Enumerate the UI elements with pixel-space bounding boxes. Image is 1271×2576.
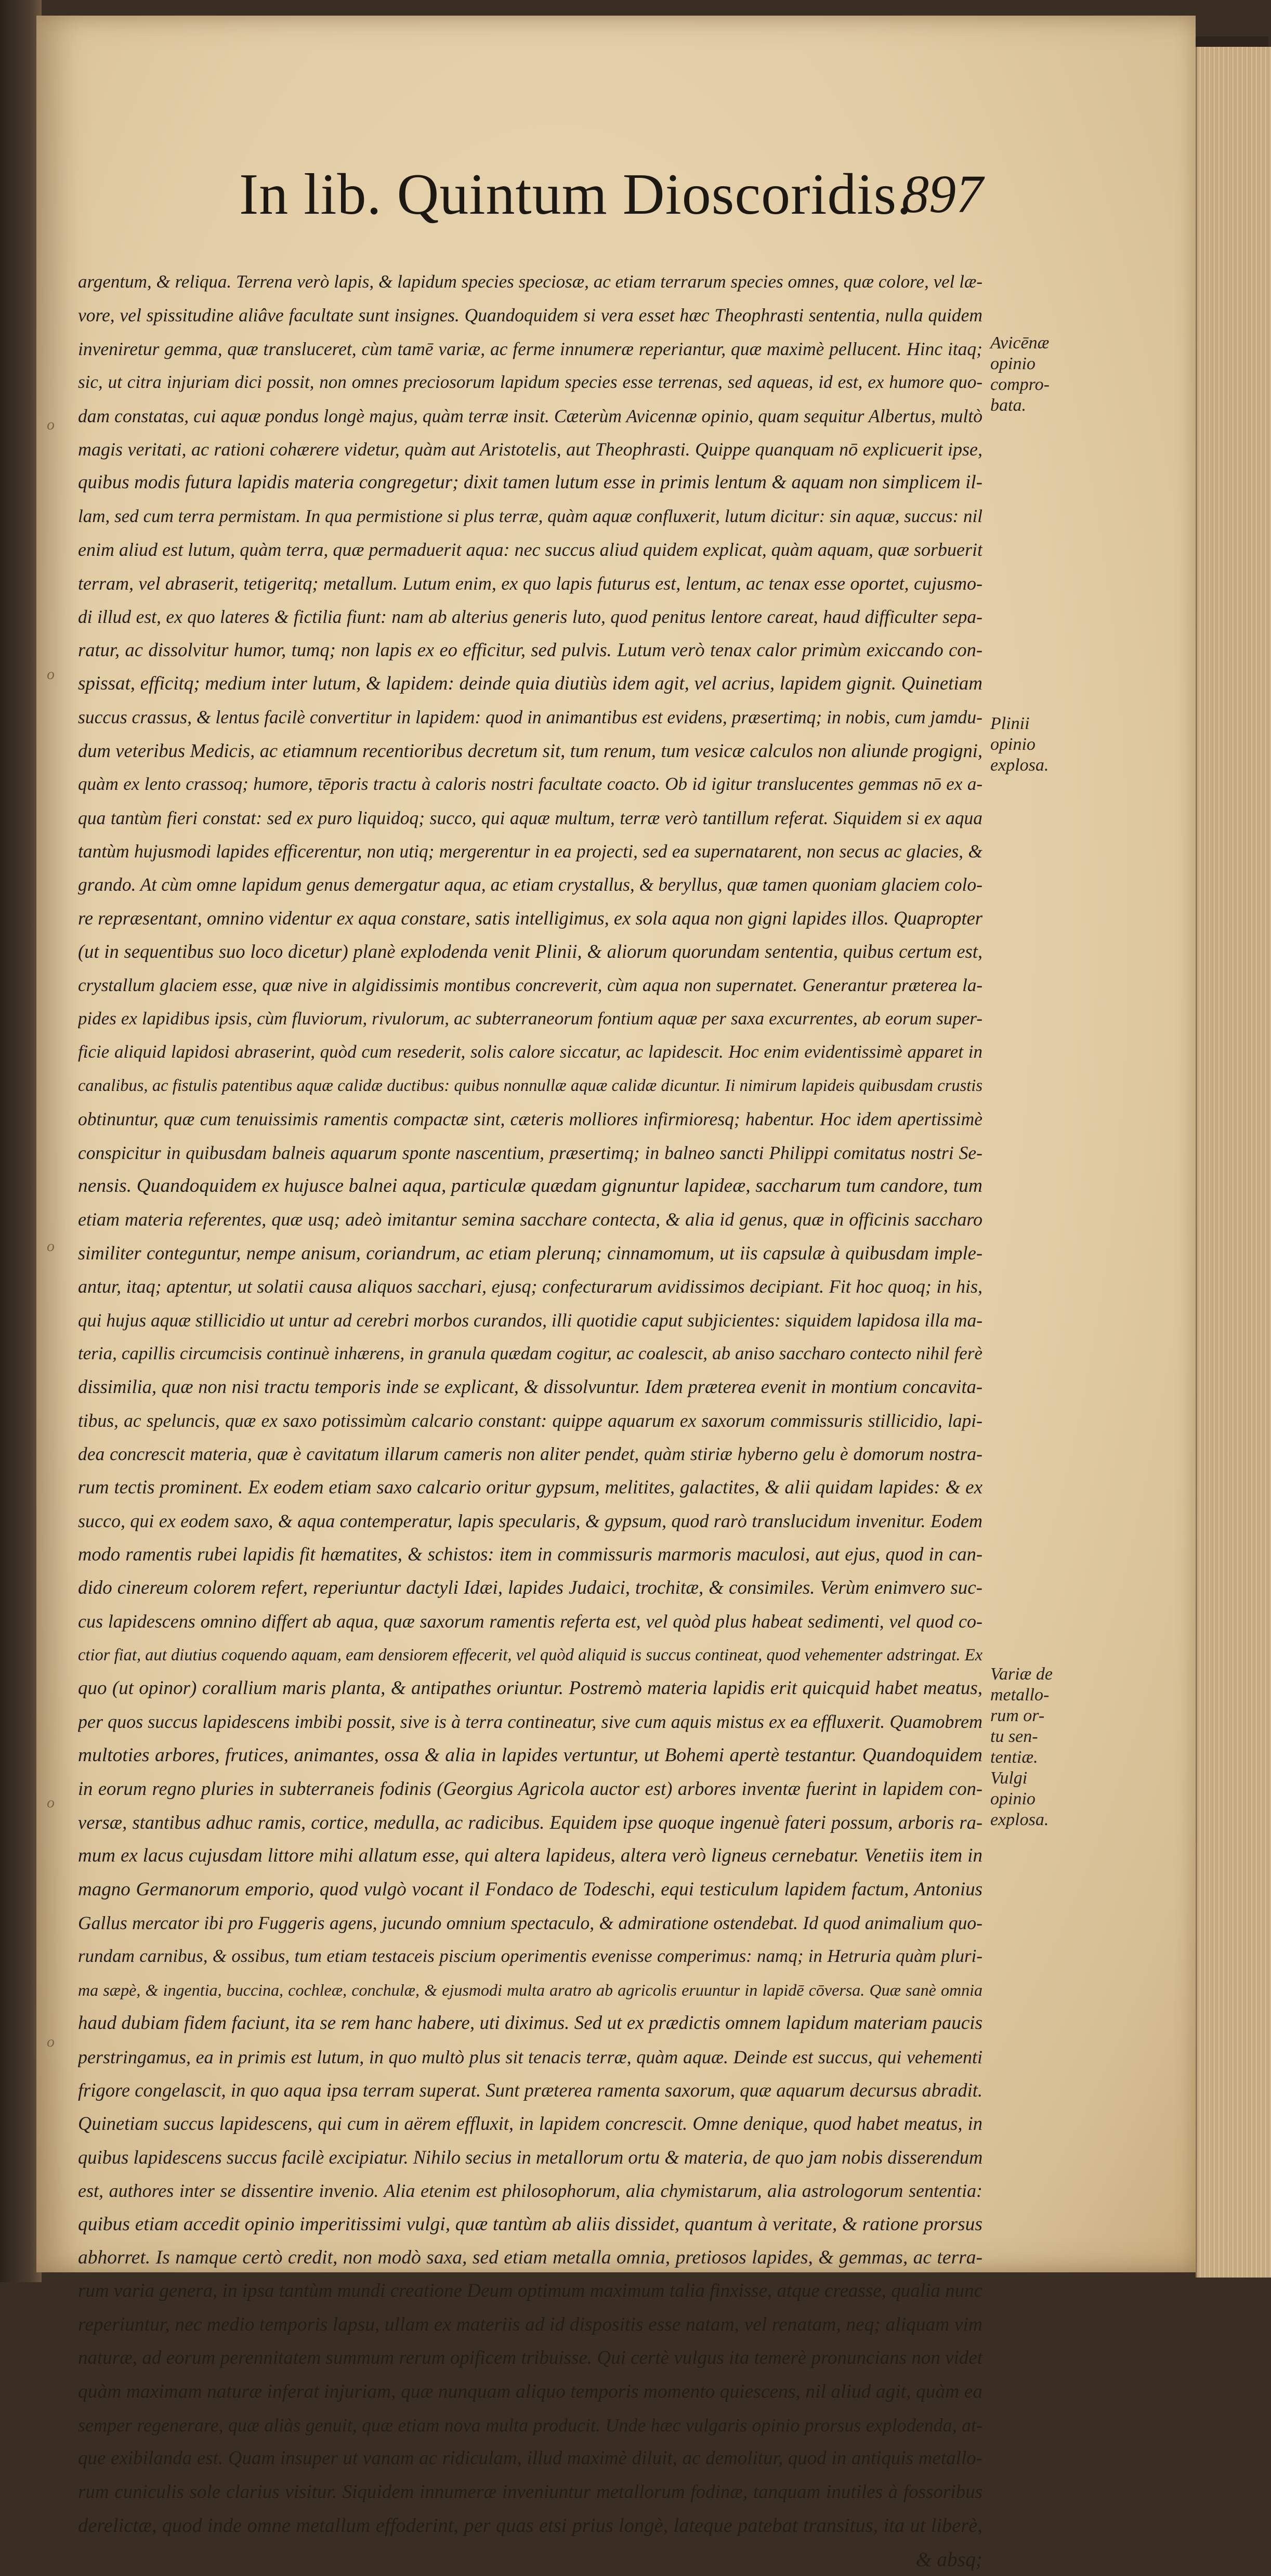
page-number: 897 — [902, 164, 983, 224]
text-line: reperiuntur, nec medio temporis lapsu, ullam ex materiis ad id dispositis esse natam, vel renatam, neq; aliquam vim — [78, 2313, 982, 2335]
book-gutter-shadow — [0, 0, 42, 2282]
side-note-line: metallo- — [990, 1685, 1050, 1705]
text-line: qua tantùm fieri constat: sed ex puro liquidoq; succo, qui aquæ multum, terræ verò tantillum referat. Siquidem si ex aqua — [78, 807, 982, 828]
text-line: Gallus mercator ibi pro Fuggeris agens, jucundo omnium spectaculo, & admiratione ostendebat. Id quod animalium quo- — [78, 1912, 982, 1933]
text-line: etiam materia referentes, quæ usq; adeò imitantur semina sacchare contecta, & alia id genus, quæ in officinis saccharo — [78, 1209, 982, 1230]
side-note-line: tu sen- — [990, 1727, 1038, 1746]
side-note-line: Variæ de — [990, 1664, 1053, 1684]
side-note-plinii — [990, 713, 1049, 776]
text-line: modo ramentis rubei lapidis fit hæmatites, & schistos: item in commissuris marmoris maculosi, aut ejus, quod in can- — [78, 1543, 982, 1565]
margin-mark: o — [47, 416, 55, 433]
side-note-line: Vulgi — [990, 1768, 1028, 1788]
text-line: canalibus, ac fistulis patentibus aquæ calidæ ductibus: quibus nonnullæ aquæ calidæ dicuntur. Ii nimirum lapideis quibusdam crustis — [78, 1076, 982, 1095]
text-line: qui hujus aquæ stillicidio ut untur ad cerebri morbos curandos, illi quotidie caput subjicientes: siquidem lapidosa illa ma- — [78, 1309, 982, 1331]
margin-mark: o — [47, 2033, 55, 2050]
text-line: vore, vel spissitudine aliâve facultate sunt insignes. Quandoquidem si vera esset hæc Theophrasti sententia, nulla quidem — [78, 305, 982, 326]
side-note-line: compro- — [990, 375, 1050, 394]
text-line: frigore congelascit, in quo aqua ipsa terram superat. Sunt præterea ramenta saxorum, quæ aquarum decursus abradit. — [78, 2079, 982, 2101]
text-line: grando. At cùm omne lapidum genus demergatur aqua, ac etiam crystallus, & beryllus, quæ tamen quoniam glaciem colo- — [78, 874, 982, 895]
text-line: haud dubiam fidem faciunt, ita se rem hanc habere, uti diximus. Sed ut ex prædictis omnem lapidum materiam paucis — [78, 2012, 982, 2034]
text-line: quo (ut opinor) corallium maris planta, & antipathes oriuntur. Postremò materia lapidis erit quicquid habet meatus, — [78, 1677, 982, 1699]
side-note-line: opinio — [990, 735, 1036, 754]
text-line: derelictæ, quod inde omne metallum effoderint, per quas etsi prius longè, lateque patebat transitus, ita ut liberè, — [78, 2515, 982, 2537]
text-line: di illud est, ex quo lateres & fictilia fiunt: nam ab alterius generis luto, quod penitus lentore careat, haud difficulter sepa- — [78, 606, 982, 628]
text-line: inveniretur gemma, quæ transluceret, cùm tamē variæ, ac ferme innumeræ reperiantur, quæ maximè pellucent. Hinc itaq; — [78, 338, 982, 359]
side-note-avicenna — [990, 333, 1050, 416]
text-line: antur, itaq; aptentur, ut solatii causa aliquos sacchari, ejusq; confecturarum avidissimos decipiant. Fit hoc quoq; in his, — [78, 1276, 982, 1297]
text-line: succus crassus, & lentus facilè convertitur in lapidem: quod in animantibus est evidens, præsertimq; in nobis, cum jamdu- — [78, 707, 982, 728]
text-line: dea concrescit materia, quæ è cavitatum illarum cameris non aliter pendet, quàm stiriæ hyberno gelu è domorum nostra- — [78, 1443, 982, 1465]
text-line: obtinuntur, quæ cum tenuissimis ramentis compactæ sint, cæteris molliores infirmioresq; habentur. Hoc idem apertissimè — [78, 1109, 982, 1130]
side-note-line: opinio — [990, 1789, 1036, 1809]
side-note-line: Plinii — [990, 714, 1030, 733]
text-line: versæ, stantibus adhuc ramis, cortice, medulla, ac radicibus. Equidem ipse quoque ingenuè fateri possum, arboris ra- — [78, 1811, 982, 1833]
text-line: pides ex lapidibus ipsis, cùm fluviorum, rivulorum, ac subterraneorum fontium aquæ per saxa excurrentes, ab eorum super- — [78, 1008, 982, 1029]
text-line: magis veritati, ac rationi cohærere videtur, quàm aut Aristotelis, aut Theophrasti. Quippe quanquam nō explicuerit ipse, — [78, 439, 982, 460]
text-line: est, authores inter se dissentire invenio. Alia etenim est philosophorum, alia chymistarum, alia astrologorum sententia: — [78, 2180, 982, 2202]
text-line: teria, capillis circumcisis continuè inhærens, in granula quædam cogitur, ac coalescit, ab aniso saccharo contecto nihil ferè — [78, 1343, 982, 1363]
text-line: magno Germanorum emporio, quod vulgò vocant il Fondaco de Todeschi, equi testiculum lapidem factum, Antonius — [78, 1878, 982, 1900]
text-line: conspicitur in quibusdam balneis aquarum sponte nascentium, præsertimq; in balneo sancti Philippi comitatus nostri Se- — [78, 1142, 982, 1163]
text-line: rum tectis prominent. Ex eodem etiam saxo calcario oritur gypsum, melitites, galactites, & alii quidam lapides: & ex — [78, 1476, 982, 1498]
text-line: nensis. Quandoquidem ex hujusce balnei aqua, particulæ quædam gignuntur lapideæ, saccharum tum candore, tum — [78, 1175, 982, 1196]
text-line: quibus modis futura lapidis materia congregetur; dixit tamen lutum esse in primis lentum & aquam non simplicem il- — [78, 472, 982, 493]
text-line: perstringamus, ea in primis est lutum, in quo multò plus sit tenacis terræ, quàm aquæ. Deinde est succus, qui vehementi — [78, 2046, 982, 2067]
text-line: cus lapidescens omnino differt ab aqua, quæ saxorum ramentis referta est, vel quòd plus habeat sedimenti, vel quod co- — [78, 1611, 982, 1632]
side-note-line: tentiæ. — [990, 1748, 1038, 1767]
text-line: similiter conteguntur, nempe anisum, coriandrum, ac etiam plerunq; cinnamomum, ut iis capsulæ à quibusdam imple- — [78, 1242, 982, 1264]
page-fore-edge — [1196, 47, 1271, 2278]
text-line: multoties arbores, frutices, animantes, ossa & alia in lapides vertuntur, ut Bohemi apertè testantur. Quandoquidem — [78, 1744, 982, 1766]
margin-mark: o — [47, 1794, 55, 1811]
text-line: ficie aliquid lapidosi abraserint, quòd cum resederit, solis calore siccatur, ac lapidescit. Hoc enim evidentissimè apparet in — [78, 1042, 982, 1062]
text-line: semper regenerare, quæ aliàs genuit, quæ etiam nova multa producit. Unde hæc vulgaris opinio prorsus explodenda, at- — [78, 2415, 982, 2436]
text-line: rum varia genera, in ipsa tantùm mundi creatione Deum optimum maximum talia finxisse, atque creasse, qualia nunc — [78, 2280, 982, 2302]
text-line: spissat, efficitq; medium inter lutum, & lapidem: deinde quia diutiùs idem agit, vel acrius, lapidem gignit. Quinetiam — [78, 672, 982, 694]
running-title: In lib. Quintum Dioscoridis. — [239, 162, 912, 227]
text-line: Quinetiam succus lapidescens, qui cum in aërem effluxit, in lapidem concrescit. Omne denique, quod habet meatus, in — [78, 2113, 982, 2135]
text-line: abhorret. Is namque certò credit, non modò saxa, sed etiam metalla omnia, pretiosos lapides, & gemmas, ac terra- — [78, 2246, 982, 2268]
text-line: enim aliud est lutum, quàm terra, quæ permaduerit aqua: nec succus aliud quidem explicat, quàm aquam, quæ sorbuerit — [78, 539, 982, 561]
text-line: quàm maximam naturæ inferat injuriam, quæ nunquam aliquo temporis momento quiescens, nil aliud agit, quàm ea — [78, 2380, 982, 2402]
text-line: quibus lapidescens succus facilè excipiatur. Nihilo secius in metallorum ortu & materia, de quo jam nobis disserendum — [78, 2146, 982, 2168]
text-line: que exibilanda est. Quam insuper ut vanam ac ridiculam, illud maximè diluit, ac demolitur, quod in antiquis metallo- — [78, 2448, 982, 2469]
margin-mark: o — [47, 666, 55, 683]
text-line: quibus etiam accedit opinio imperitissimi vulgi, quæ tantùm ab aliis dissidet, quantum à veritate, & ratione prorsus — [78, 2213, 982, 2235]
text-line: crystallum glaciem esse, quæ nive in algidissimis montibus concreverit, cùm aqua non supernatet. Generantur præterea la- — [78, 974, 982, 995]
text-line: sic, ut citra injuriam dici possit, non omnes preciosorum lapidum species esse terrenas, sed aqueas, id est, ex humore quo- — [78, 372, 982, 393]
text-line: terram, vel abraserit, tetigeritq; metallum. Lutum enim, ex quo lapis futurus est, lentum, ac tenax esse oportet, cujusmo- — [78, 573, 982, 594]
text-line: tibus, ac speluncis, quæ ex saxo potissimùm calcario constant: quippe aquarum ex saxorum commissuris stillicidio, lapi- — [78, 1410, 982, 1431]
text-line: per quos succus lapidescens imbibi possit, sive is à terra contineatur, sive cum aquis mistus ex ea effluxerit. Quamobrem — [78, 1711, 982, 1733]
text-line: ma sæpè, & ingentia, buccina, cochleæ, conchulæ, & ejusmodi multa aratro ab agricolis eruuntur in lapidē cōversa. Quæ sanè omnia — [78, 1980, 982, 1999]
text-line: succo, qui ex eodem saxo, & aqua contemperatur, lapis specularis, & gypsum, quod rarò translucidum invenitur. Eodem — [78, 1511, 982, 1532]
body-text — [78, 265, 982, 2576]
side-note-line: rum or- — [990, 1706, 1045, 1725]
catchword: & absq; — [915, 2547, 982, 2571]
text-line: re repræsentant, omnino videntur ex aqua constare, satis intelligimus, ex sola aqua non gigni lapides illos. Quapropter — [78, 907, 982, 929]
text-line: in eorum regno pluries in subterraneis fodinis (Georgius Agricola auctor est) arbores inventæ fuerint in lapidem con- — [78, 1778, 982, 1800]
side-note-line: bata. — [990, 396, 1026, 415]
side-note-metals — [990, 1664, 1053, 1830]
text-line: ratur, ac dissolvitur humor, tumq; non lapis ex eo efficitur, sed pulvis. Lutum verò tenax calor primùm exiccando con- — [78, 639, 982, 661]
text-line: ctior fiat, aut diutius coquendo aquam, eam densiorem effecerit, vel quòd aliquid is succus contineat, quod vehementer adstringat. Ex — [78, 1645, 982, 1664]
side-note-line: explosa. — [990, 756, 1049, 775]
text-line: dido cinereum colorem refert, reperiuntur dactyli Idæi, lapides Judaici, trochitæ, & consimiles. Verùm enimvero suc- — [78, 1577, 982, 1598]
text-line: (ut in sequentibus suo loco dicetur) planè explodenda venit Plinii, & aliorum quorundam sententia, quibus certum est, — [78, 941, 982, 962]
text-line: argentum, & reliqua. Terrena verò lapis, & lapidum species speciosæ, ac etiam terrarum species omnes, quæ colore, vel læ- — [78, 271, 982, 292]
side-note-line: Avicēnæ — [990, 333, 1050, 353]
text-line: tantùm hujusmodi lapides efficerentur, non utiq; mergerentur in ea projecti, sed ea supernatarent, non secus ac glacies, & — [78, 840, 982, 862]
text-line: rum cuniculis sole clarius visitur. Siquidem innumeræ inveniuntur metallorum fodinæ, tanquam inutiles à fossoribus — [78, 2481, 982, 2503]
text-line: dum veteribus Medicis, ac etiamnum recentioribus decretum sit, tum renum, tum vesicæ calculos non aliunde progigni, — [78, 739, 982, 761]
side-note-line: explosa. — [990, 1810, 1049, 1829]
text-line: mum ex lacus cujusdam littore mihi allatum esse, qui altera lapideus, altera verò ligneus cernebatur. Venetiis item in — [78, 1845, 982, 1867]
text-line: quàm ex lento crassoq; humore, tēporis tractu à caloris nostri facultate coacto. Ob id igitur translucentes gemmas nō ex a- — [78, 774, 982, 795]
text-line: lam, sed cum terra permistam. In qua permistione si plus terræ, quàm aquæ confluxerit, lutum dicitur: sin aquæ, succus: nil — [78, 505, 982, 526]
text-line: dam constatas, cui aquæ pondus longè majus, quàm terræ insit. Cæterùm Avicennæ opinio, quam sequitur Albertus, multò — [78, 405, 982, 426]
margin-mark: o — [47, 1238, 55, 1255]
text-line: dissimilia, quæ non nisi tractu temporis inde se explicant, & dissolvuntur. Idem præterea evenit in montium concavita- — [78, 1376, 982, 1398]
text-line: naturæ, ad eorum perennitatem summum rerum opificem tribuisse. Qui certè vulgus ita temerè pronuncians non videt — [78, 2347, 982, 2369]
side-note-line: opinio — [990, 354, 1036, 373]
text-line: rundam carnibus, & ossibus, tum etiam testaceis piscium operimentis evenisse comperimus: namq; in Hetruria quàm pluri- — [78, 1946, 982, 1967]
